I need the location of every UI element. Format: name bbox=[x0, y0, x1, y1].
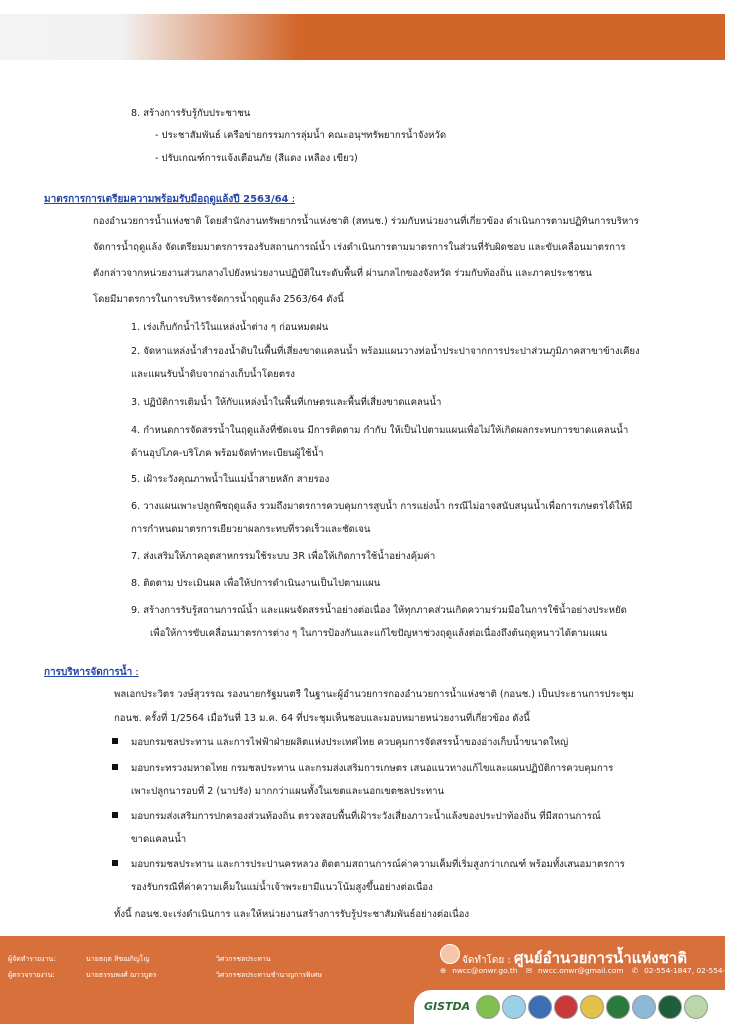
section1-intro-2: จัดการน้ำฤดูแล้ง จัดเตรียมมาตรการรองรับสถานการณ์น้ำ เร่งดำเนินการตามมาตรการในส่วนที่รับผิดชอบ และขับเคลื่อนมาตรการ bbox=[93, 242, 626, 253]
measure-item-6: 6. วางแผนเพาะปลูกพืชฤดูแล้ง รวมถึงมาตรการควบคุมการสูบน้ำ การแย่งน้ำ กรณีไม่อาจสนับสนุนน้ำเพื่อการเกษตรได้ให้มี bbox=[131, 501, 633, 512]
partner-logo-icon bbox=[606, 995, 630, 1019]
section1-intro-3: ดังกล่าวจากหน่วยงานส่วนกลางไปยังหน่วยงานปฏิบัติในระดับพื้นที่ ผ่านกลไกของจังหวัด ร่วมกับท้องถิ่น และภาคประชาชน bbox=[93, 268, 592, 279]
section1-heading-colon: : bbox=[288, 194, 296, 205]
measure-item-9-cont: เพื่อให้การขับเคลื่อนมาตรการต่าง ๆ ในการป้องกันและแก้ไขปัญหาช่วงฤดูแล้งต่อเนื่องถึงต้นฤดูหนาวได้ตามแผน bbox=[150, 628, 608, 639]
measure-item-5: 5. เฝ้าระวังคุณภาพน้ำในแม่น้ำสายหลัก สายรอง bbox=[131, 474, 330, 485]
partner-logos bbox=[414, 990, 725, 1024]
directive-4: มอบกรมชลประทาน และการประปานครหลวง ติดตามสถานการณ์ค่าความเค็มที่เริ่มสูงกว่าเกณฑ์ พร้อมทั้งเสนอมาตรการ bbox=[131, 859, 625, 870]
partner-logo-icon bbox=[476, 995, 500, 1019]
prepared-name: นายธฤต สิชฌภิญโญ bbox=[86, 955, 150, 963]
checked-label: ผู้ตรวจรายงาน: bbox=[8, 971, 55, 979]
section2-heading-colon: : bbox=[132, 667, 139, 678]
measure-item-4: 4. กำหนดการจัดสรรน้ำในฤดูแล้งที่ชัดเจน มีการติดตาม กำกับ ให้เป็นไปตามแผนเพื่อไม่ให้เกิดผลกระทบการขาดแคลนน้ำ bbox=[131, 425, 629, 436]
directive-1: มอบกรมชลประทาน และการไฟฟ้าฝ่ายผลิตแห่งประเทศไทย ควบคุมการจัดสรรน้ำของอ่างเก็บน้ำขนาดใหญ่ bbox=[131, 737, 569, 748]
contact-row bbox=[440, 966, 750, 975]
brand-name: ศูนย์อำนวยการน้ำแห่งชาติ bbox=[514, 949, 687, 967]
bullet-icon bbox=[112, 812, 118, 818]
checked-role: วิศวกรชลประทานชำนาญการพิเศษ bbox=[216, 971, 322, 979]
section1-heading bbox=[44, 192, 295, 207]
bullet-icon bbox=[112, 764, 118, 770]
contact-email[interactable]: nwcc.onwr@gmail.com bbox=[538, 966, 624, 975]
footer bbox=[0, 936, 745, 1024]
brand-prefix: จัดทำโดย : bbox=[462, 955, 515, 966]
measure-item-8: 8. ติดตาม ประเมินผล เพื่อให้ปการดำเนินงานเป็นไปตามแผน bbox=[131, 578, 381, 589]
partner-logo-icon bbox=[554, 995, 578, 1019]
section2-intro-1: พลเอกประวิตร วงษ์สุวรรณ รองนายกรัฐมนตรี ในฐานะผู้อำนวยการกองอำนวยการน้ำแห่งชาติ (กอนช.) เป็นประธานการประชุม bbox=[114, 689, 634, 700]
partner-logo-icon bbox=[528, 995, 552, 1019]
directive-4-cont: รองรับกรณีที่ค่าความเค็มในแม่น้ำเจ้าพระยามีแนวโน้มสูงขึ้นอย่างต่อเนื่อง bbox=[131, 882, 433, 893]
directive-2-cont: เพาะปลูกนารอบที่ 2 (นาปรัง) มากกว่าแผนทั้งในเขตและนอกเขตชลประทาน bbox=[131, 786, 445, 797]
water-drop-logo-icon bbox=[440, 944, 460, 964]
partner-logo-icon bbox=[684, 995, 708, 1019]
contact-phone: 02-554-1847, 02-554-1800 bbox=[644, 966, 745, 975]
measure-item-6-cont: การกำหนดมาตรการเยียวยาผลกระทบที่รวดเร็วและชัดเจน bbox=[131, 524, 371, 535]
mail-icon: ✉ bbox=[525, 966, 532, 975]
measure-item-1: 1. เร่งเก็บกักน้ำไว้ในแหล่งน้ำต่าง ๆ ก่อนหมดฝน bbox=[131, 322, 329, 333]
prepared-role: วิศวกรชลประทาน bbox=[216, 955, 271, 963]
section2-heading-text: การบริหารจัดการน้ำ bbox=[44, 667, 133, 678]
directive-3: มอบกรมส่งเสริมการปกครองส่วนท้องถิ่น ตรวจสอบพื้นที่เฝ้าระวังเสี่ยงภาวะน้ำแล้งของประปาท้องถิ่น ที่มีสถานการณ์ bbox=[131, 811, 601, 822]
partner-logo-icon bbox=[658, 995, 682, 1019]
measure-item-2-cont: และแผนรับน้ำดิบจากอ่างเก็บน้ำโดยตรง bbox=[131, 369, 295, 380]
closing-statement: ทั้งนี้ กอนช.จะเร่งดำเนินการ และให้หน่วยงานสร้างการรับรู้ประชาสัมพันธ์อย่างต่อเนื่อง bbox=[114, 909, 470, 920]
directive-2: มอบกระทรวงมหาดไทย กรมชลประทาน และกรมส่งเสริมการเกษตร เสนอแนวทางแก้ไขและแผนปฏิบัติการควบคุมการ bbox=[131, 763, 614, 774]
measure-item-2: 2. จัดหาแหล่งน้ำสำรองน้ำดิบในพื้นที่เสี่ยงขาดแคลนน้ำ พร้อมแผนวางท่อน้ำประปาจากการประปาส่วนภูมิภาคสาขาข้างเคียง bbox=[131, 346, 640, 357]
partner-logo-icon bbox=[502, 995, 526, 1019]
website-email[interactable]: nwcc@onwr.go.th bbox=[452, 966, 518, 975]
checked-name: นายธรรมพงศ์ ฌาวบูตร bbox=[86, 971, 157, 979]
prepared-label: ผู้จัดทำรายงาน: bbox=[8, 955, 56, 963]
section1-intro-1: กองอำนวยการน้ำแห่งชาติ โดยสำนักงานทรัพยากรน้ำแห่งชาติ (สทนช.) ร่วมกับหน่วยงานที่เกี่ยวข้อง ดำเนินการตามปฏิทินการบริหาร bbox=[93, 216, 639, 227]
bullet-icon bbox=[112, 738, 118, 744]
partner-logo-icon bbox=[632, 995, 656, 1019]
bullet-icon bbox=[112, 860, 118, 866]
phone-icon: ✆ bbox=[631, 966, 639, 975]
measure-item-4-cont: ด้านอุปโภค-บริโภค พร้อมจัดทำทะเบียนผู้ใช้น้ำ bbox=[131, 448, 324, 459]
measure-item-7: 7. ส่งเสริมให้ภาคอุตสาหกรรมใช้ระบบ 3R เพื่อให้เกิดการใช้น้ำอย่างคุ้มค่า bbox=[131, 551, 436, 562]
section2-intro-2: กอนช. ครั้งที่ 1/2564 เมื่อวันที่ 13 ม.ค. 64 ที่ประชุมเห็นชอบและมอบหมายหน่วยงานที่เกี่ยวข้อง ดังนี้ bbox=[114, 713, 530, 724]
item8-sub-1: - ประชาสัมพันธ์ เครือข่ายกรรมการลุ่มน้ำ คณะอนุฯทรัพยากรน้ำจังหวัด bbox=[155, 130, 447, 141]
item8-sub-2: - ปรับเกณฑ์การแจ้งเตือนภัย (สีแดง เหลือง เขียว) bbox=[155, 153, 358, 164]
globe-icon: ⊕ bbox=[440, 966, 447, 975]
measure-item-3: 3. ปฏิบัติการเติมน้ำ ให้กับแหล่งน้ำในพื้นที่เกษตรและพื้นที่เสี่ยงขาดแคลนน้ำ bbox=[131, 397, 442, 408]
gistda-logo: GISTDA bbox=[424, 1000, 471, 1013]
section1-intro-4: โดยมีมาตรการในการบริหารจัดการน้ำฤดูแล้ง 2563/64 ดังนี้ bbox=[93, 294, 344, 305]
item8-title: 8. สร้างการรับรู้กับประชาชน bbox=[131, 108, 251, 119]
directive-3-cont: ขาดแคลนน้ำ bbox=[131, 834, 187, 845]
section1-heading-text: มาตรการการเตรียมความพร้อมรับมือฤดูแล้งปี 2563/64 bbox=[44, 194, 289, 205]
partner-logo-icon bbox=[580, 995, 604, 1019]
measure-item-9: 9. สร้างการรับรู้สถานการณ์น้ำ และแผนจัดสรรน้ำอย่างต่อเนื่อง ให้ทุกภาคส่วนเกิดความร่วมมือในการใช้น้ำอย่างประหยัด bbox=[131, 605, 627, 616]
section2-heading bbox=[44, 665, 139, 680]
